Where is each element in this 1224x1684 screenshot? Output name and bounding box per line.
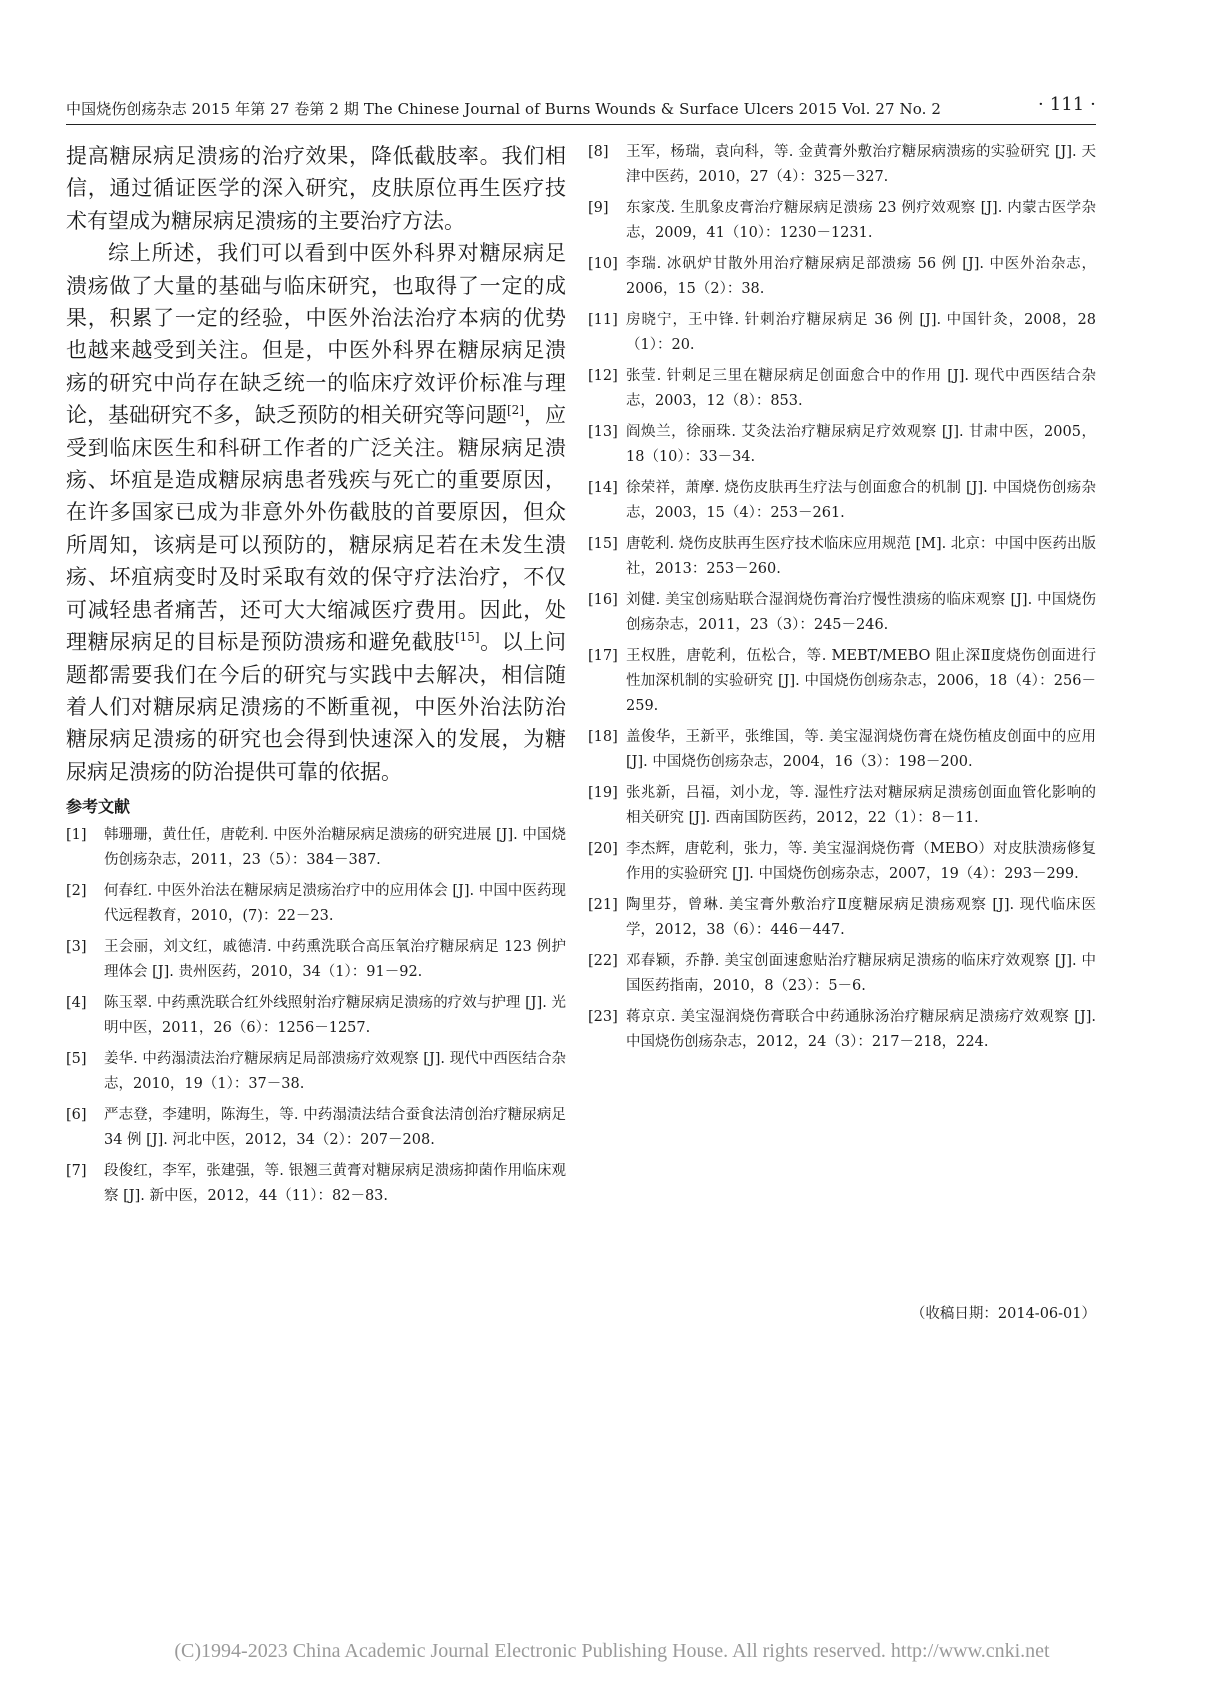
reference-text: 刘健. 美宝创疡贴联合湿润烧伤膏治疗慢性溃疡的临床观察 [J]. 中国烧伤创疡杂志，2011，23（3）：245－246.: [626, 592, 1096, 633]
reference-number: [15]: [588, 536, 618, 552]
reference-number: [1]: [66, 827, 87, 844]
reference-number: [5]: [66, 1051, 87, 1068]
right-column: [588, 140, 1096, 1061]
reference-item: [588, 588, 1096, 638]
reference-number: [20]: [588, 841, 618, 857]
citation-link[interactable]: [15]: [454, 630, 480, 645]
reference-text: 东家茂. 生肌象皮膏治疗糖尿病足溃疡 23 例疗效观察 [J]. 内蒙古医学杂志，2009，41（10）：1230－1231.: [626, 200, 1096, 241]
reference-text: 王会丽，刘文红，戚德清. 中药熏洗联合高压氧治疗糖尿病足 123 例护理体会 [J]. 贵州医药，2010，34（1）：91－92.: [104, 939, 566, 981]
reference-number: [6]: [66, 1107, 87, 1124]
reference-text: 严志登，李建明，陈海生，等. 中药溻渍法结合蚕食法清创治疗糖尿病足 34 例 [J]. 河北中医，2012，34（2）：207－208.: [104, 1107, 566, 1149]
left-column: [66, 140, 566, 1215]
paragraph-text: ，应受到临床医生和科研工作者的广泛关注。糖尿病足溃疡、坏疽是造成糖尿病患者残疾与死亡的重要原因，在许多国家已成为非意外外伤截肢的首要原因，但众所周知，该病是可以预防的，糖尿病足若在未发生溃疡、坏疽病变时及时采取有效的保守疗法治疗，不仅可减轻患者痛苦，还可大大缩减医疗费用。因此，处理糖尿病足的目标是预防溃疡和避免截肢: [66, 403, 566, 655]
reference-text: 陶里芬，曾琳. 美宝膏外敷治疗Ⅱ度糖尿病足溃疡观察 [J]. 现代临床医学，2012，38（6）：446－447.: [626, 897, 1096, 938]
reference-item: [588, 725, 1096, 775]
reference-number: [14]: [588, 480, 618, 496]
body-paragraph-1: 提高糖尿病足溃疡的治疗效果，降低截肢率。我们相信，通过循证医学的深入研究，皮肤原位再生医疗技术有望成为糖尿病足溃疡的主要治疗方法。: [66, 144, 566, 233]
reference-item: [588, 644, 1096, 719]
reference-text: 王军，杨瑞，袁向科，等. 金黄膏外敷治疗糖尿病溃疡的实验研究 [J]. 天津中医药，2010，27（4）：325－327.: [626, 144, 1096, 185]
reference-item: [588, 532, 1096, 582]
reference-list-left: [66, 823, 566, 1209]
reference-text: 韩珊珊，黄仕任，唐乾利. 中医外治糖尿病足溃疡的研究进展 [J]. 中国烧伤创疡杂志，2011，23（5）：384－387.: [104, 827, 566, 869]
received-date: （收稿日期：2014-06-01）: [910, 1306, 1096, 1322]
journal-title-line: 中国烧伤创疡杂志 2015 年第 27 卷第 2 期 The Chinese Journal of Burns Wounds & Surface Ulcers 2015 Vol. 27 No. 2: [66, 100, 942, 118]
citation-link[interactable]: [2]: [507, 403, 524, 418]
reference-text: 何春红. 中医外治法在糖尿病足溃疡治疗中的应用体会 [J]. 中国中医药现代远程教育，2010，(7)：22－23.: [104, 883, 566, 925]
reference-text: 徐荣祥，萧摩. 烧伤皮肤再生疗法与创面愈合的机制 [J]. 中国烧伤创疡杂志，2003，15（4）：253－261.: [626, 480, 1096, 521]
reference-number: [3]: [66, 939, 87, 956]
reference-number: [16]: [588, 592, 618, 608]
copyright-footer: (C)1994-2023 China Academic Journal Electronic Publishing House. All rights reserved. http://www.cnki.net: [174, 1640, 1050, 1662]
reference-text: 李杰辉，唐乾利，张力，等. 美宝湿润烧伤膏（MEBO）对皮肤溃疡修复作用的实验研究 [J]. 中国烧伤创疡杂志，2007，19（4）：293－299.: [626, 841, 1096, 882]
page-number: · 111 ·: [1038, 94, 1096, 115]
reference-item: [588, 949, 1096, 999]
reference-item: [66, 935, 566, 985]
reference-item: [66, 1047, 566, 1097]
reference-text: 张莹. 针刺足三里在糖尿病足创面愈合中的作用 [J]. 现代中西医结合杂志，2003，12（8）：853.: [626, 368, 1096, 409]
reference-number: [7]: [66, 1163, 87, 1180]
reference-number: [19]: [588, 785, 618, 801]
reference-item: [588, 364, 1096, 414]
reference-list-right: [588, 140, 1096, 1055]
reference-number: [8]: [588, 144, 609, 160]
reference-item: [66, 1159, 566, 1209]
reference-item: [588, 140, 1096, 190]
reference-item: [588, 837, 1096, 887]
reference-number: [22]: [588, 953, 618, 969]
reference-item: [66, 879, 566, 929]
reference-number: [10]: [588, 256, 618, 272]
reference-item: [588, 476, 1096, 526]
reference-item: [588, 196, 1096, 246]
reference-item: [66, 823, 566, 873]
reference-text: 张兆新，吕福，刘小龙，等. 湿性疗法对糖尿病足溃疡创面血管化影响的相关研究 [J]. 西南国防医药，2012，22（1）：8－11.: [626, 785, 1096, 826]
reference-text: 李瑞. 冰矾炉甘散外用治疗糖尿病足部溃疡 56 例 [J]. 中医外治杂志，2006，15（2）：38.: [626, 256, 1096, 297]
reference-number: [11]: [588, 312, 618, 328]
reference-number: [2]: [66, 883, 87, 900]
reference-text: 盖俊华，王新平，张维国，等. 美宝湿润烧伤膏在烧伤植皮创面中的应用 [J]. 中国烧伤创疡杂志，2004，16（3）：198－200.: [626, 729, 1096, 770]
reference-text: 阎焕兰，徐丽珠. 艾灸法治疗糖尿病足疗效观察 [J]. 甘肃中医，2005，18（10）：33－34.: [626, 424, 1096, 465]
reference-text: 王权胜，唐乾利，伍松合，等. MEBT/MEBO 阻止深Ⅱ度烧伤创面进行性加深机制的实验研究 [J]. 中国烧伤创疡杂志，2006，18（4）：256－259.: [626, 648, 1096, 714]
reference-text: 蒋京京. 美宝湿润烧伤膏联合中药通脉汤治疗糖尿病足溃疡疗效观察 [J]. 中国烧伤创疡杂志，2012，24（3）：217－218，224.: [626, 1009, 1096, 1050]
reference-text: 房晓宁，王中锋. 针刺治疗糖尿病足 36 例 [J]. 中国针灸，2008，28（1）：20.: [626, 312, 1096, 353]
reference-item: [588, 781, 1096, 831]
reference-text: 姜华. 中药溻渍法治疗糖尿病足局部溃疡疗效观察 [J]. 现代中西医结合杂志，2010，19（1）：37－38.: [104, 1051, 566, 1093]
reference-number: [4]: [66, 995, 87, 1012]
reference-text: 段俊红，李军，张建强，等. 银翘三黄膏对糖尿病足溃疡抑菌作用临床观察 [J]. 新中医，2012，44（11）：82－83.: [104, 1163, 566, 1205]
reference-number: [13]: [588, 424, 618, 440]
reference-text: 陈玉翠. 中药熏洗联合红外线照射治疗糖尿病足溃疡的疗效与护理 [J]. 光明中医，2011，26（6）：1256－1257.: [104, 995, 566, 1037]
reference-text: 邓春颖，乔静. 美宝创面速愈贴治疗糖尿病足溃疡的临床疗效观察 [J]. 中国医药指南，2010，8（23）：5－6.: [626, 953, 1096, 994]
reference-number: [18]: [588, 729, 618, 745]
reference-item: [588, 420, 1096, 470]
paragraph-text: 。以上问题都需要我们在今后的研究与实践中去解决，相信随着人们对糖尿病足溃疡的不断重视，中医外治法防治糖尿病足溃疡的研究也会得到快速深入的发展，为糖尿病足溃疡的防治提供可靠的依据。: [66, 630, 567, 784]
paragraph-text: 综上所述，我们可以看到中医外科界对糖尿病足溃疡做了大量的基础与临床研究，也取得了一定的成果，积累了一定的经验，中医外治法治疗本病的优势也越来越受到关注。但是，中医外科界在糖尿病足溃疡的研究中尚存在缺乏统一的临床疗效评价标准与理论，基础研究不多，缺乏预防的相关研究等问题: [66, 241, 566, 428]
reference-item: [588, 893, 1096, 943]
reference-number: [9]: [588, 200, 609, 216]
reference-item: [588, 252, 1096, 302]
reference-item: [66, 991, 566, 1041]
body-paragraph-2: [66, 237, 566, 788]
reference-number: [21]: [588, 897, 618, 913]
references-heading: 参考文献: [66, 797, 131, 817]
reference-text: 唐乾利. 烧伤皮肤再生医疗技术临床应用规范 [M]. 北京：中国中医药出版社，2013：253－260.: [626, 536, 1096, 577]
header-divider: [66, 124, 1096, 125]
reference-number: [12]: [588, 368, 618, 384]
running-header: [66, 92, 1096, 122]
reference-number: [23]: [588, 1009, 618, 1025]
reference-item: [588, 308, 1096, 358]
reference-item: [588, 1005, 1096, 1055]
reference-item: [66, 1103, 566, 1153]
reference-number: [17]: [588, 648, 618, 664]
